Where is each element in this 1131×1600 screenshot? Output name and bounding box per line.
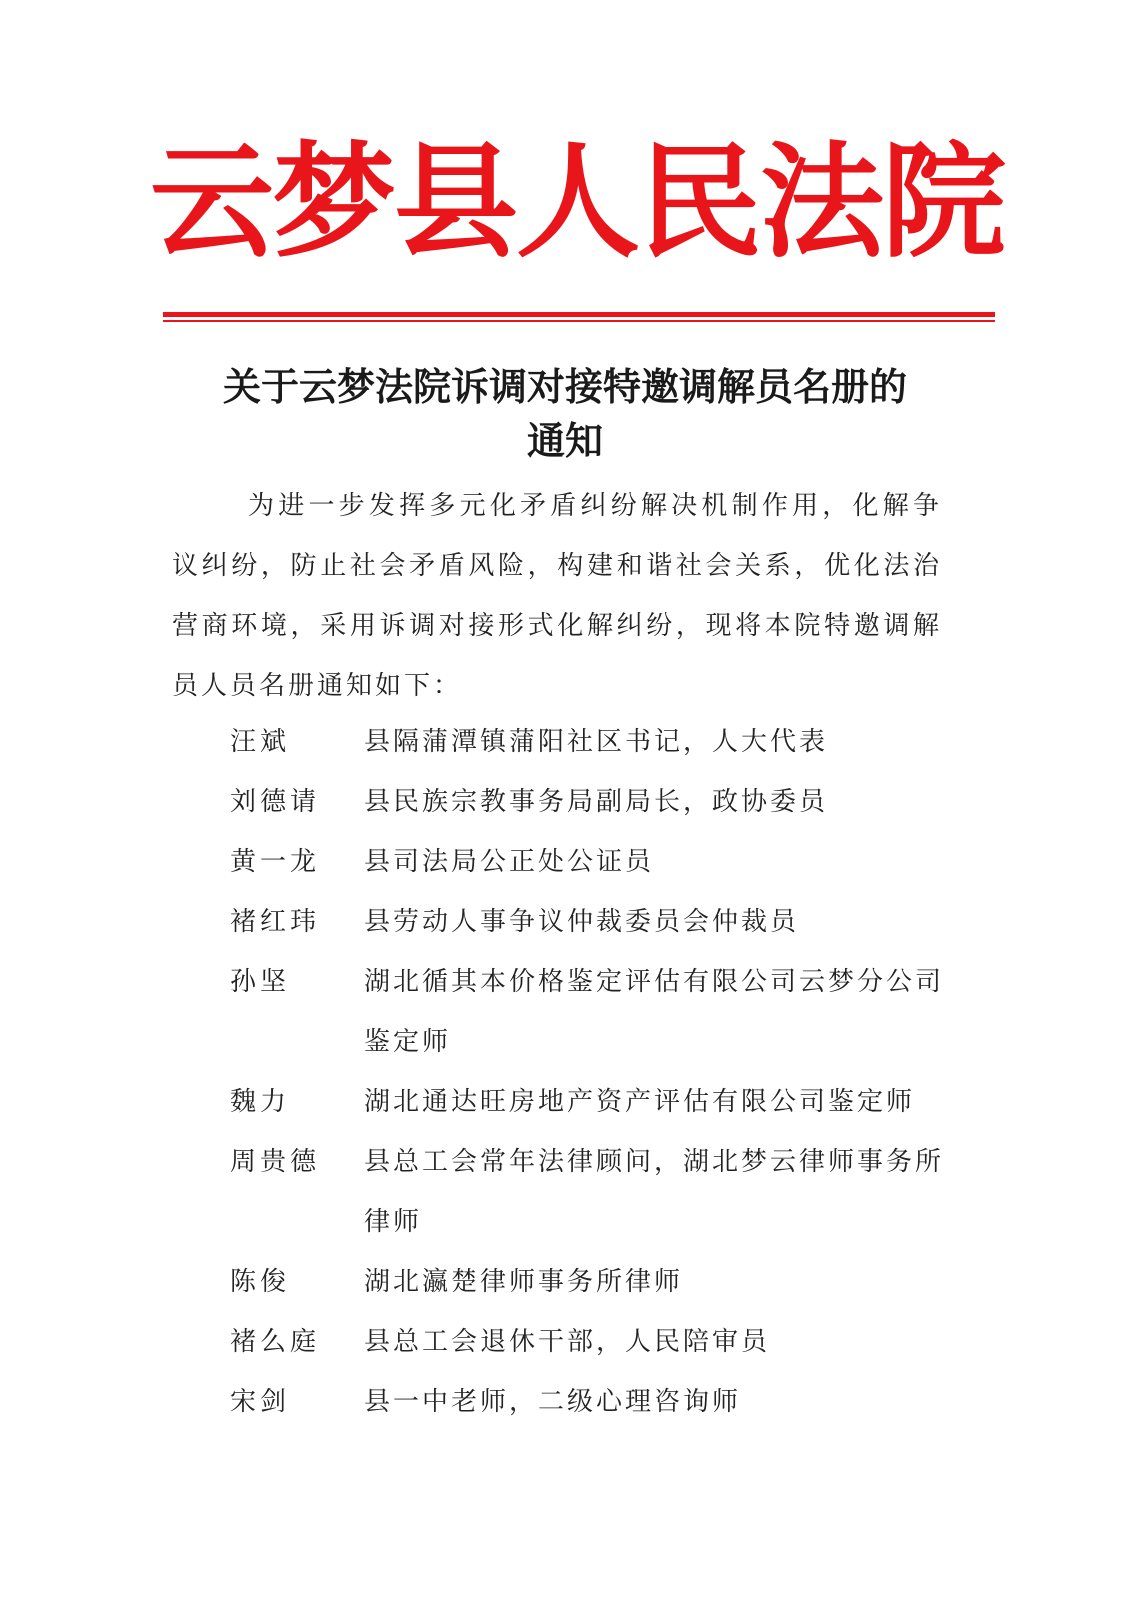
mediator-name: 褚么庭 [230,1327,321,1357]
court-masthead: 云梦县人民法院 [150,131,1005,275]
roster-row [230,1312,950,1372]
mediator-role: 县民族宗教事务局副局长，政协委员 [364,787,829,817]
mediator-role: 县总工会退休干部，人民陪审员 [364,1327,771,1357]
mediator-name: 黄一龙 [230,847,321,877]
mediator-role: 县一中老师，二级心理咨询师 [364,1387,742,1417]
mediator-name: 陈俊 [230,1267,291,1297]
mediator-role: 湖北循其本价格鉴定评估有限公司云梦分公司鉴定师 [364,967,945,1057]
mediator-name: 褚红玮 [230,907,321,937]
roster-row [230,772,950,832]
mediator-role: 湖北瀛楚律师事务所律师 [364,1267,684,1297]
mediator-role: 县劳动人事争议仲裁委员会仲裁员 [364,907,800,937]
masthead-rule-thick [163,312,995,317]
mediator-name: 刘德请 [230,787,321,817]
roster-row [230,1372,950,1432]
roster-row [230,1252,950,1312]
mediator-role: 县隔蒲潭镇蒲阳社区书记，人大代表 [364,727,829,757]
mediator-name: 宋剑 [230,1387,291,1417]
mediator-name: 周贵德 [230,1147,321,1177]
mediator-roster [230,712,950,1432]
mediator-name: 魏力 [230,1087,291,1117]
masthead-rule-thin [163,320,995,322]
notice-title-line1: 关于云梦法院诉调对接特邀调解员名册的 [222,364,907,409]
mediator-name: 汪斌 [230,727,291,757]
roster-row [230,952,950,1072]
roster-row [230,832,950,892]
notice-title [150,360,980,468]
mediator-role: 县司法局公正处公证员 [364,847,655,877]
roster-row [230,1132,950,1252]
notice-intro-paragraph: 为进一步发挥多元化矛盾纠纷解决机制作用，化解争议纠纷，防止社会矛盾风险，构建和谐社会关系，优化法治营商环境，采用诉调对接形式化解纠纷，现将本院特邀调解员人员名册通知如下： [172,491,942,701]
notice-title-line2: 通知 [526,418,603,463]
mediator-name: 孙坚 [230,967,291,997]
roster-row [230,712,950,772]
mediator-role: 湖北通达旺房地产资产评估有限公司鉴定师 [364,1087,916,1117]
roster-row [230,892,950,952]
mediator-role: 县总工会常年法律顾问，湖北梦云律师事务所律师 [364,1147,945,1237]
roster-row [230,1072,950,1132]
